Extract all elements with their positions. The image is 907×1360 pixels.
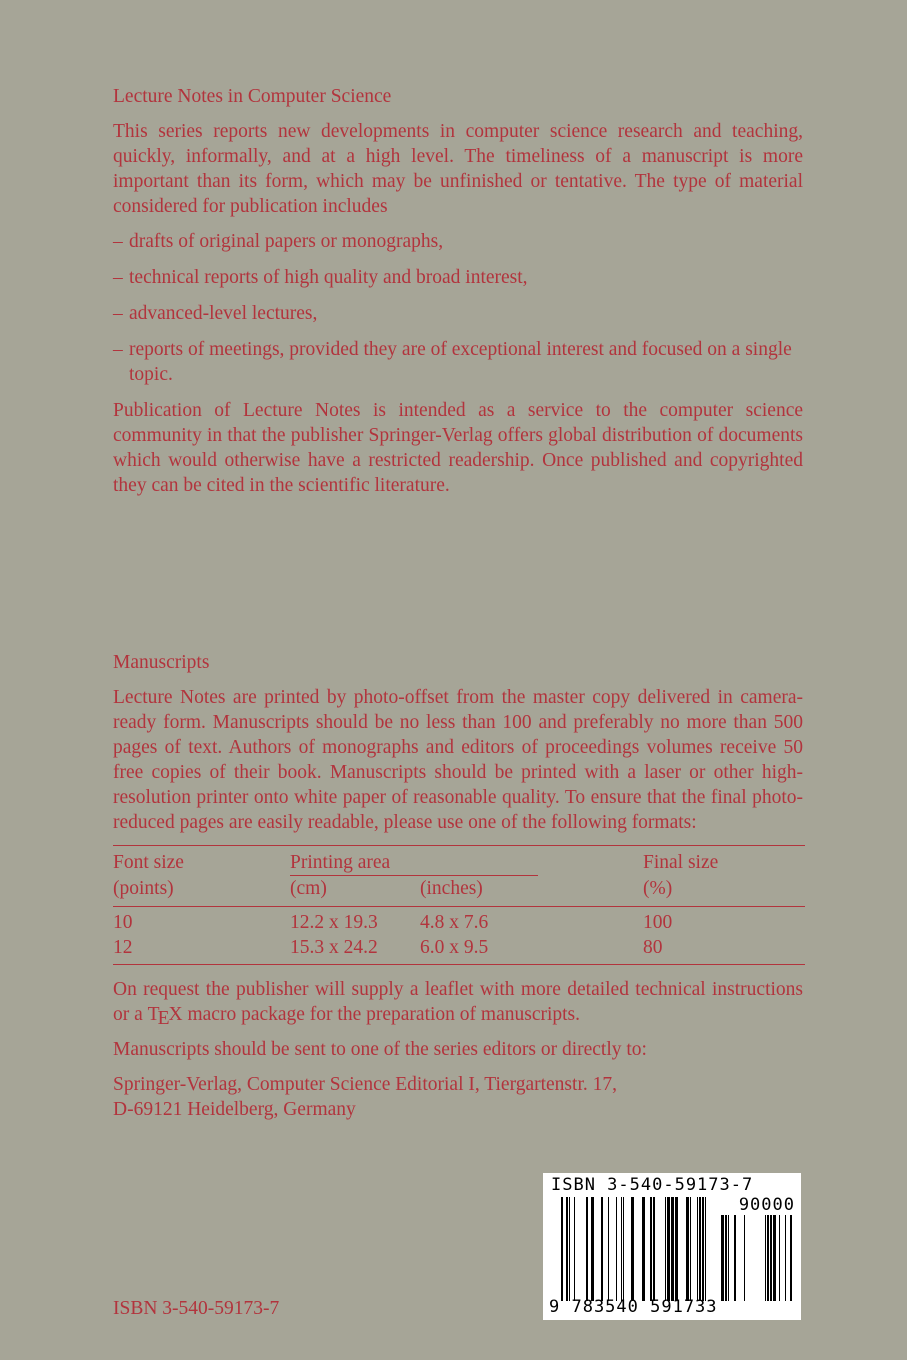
header-points: (points) <box>113 878 174 899</box>
dash-marker: – <box>113 267 123 288</box>
material-list <box>113 229 803 387</box>
barcode-bar <box>765 1215 766 1301</box>
send-paragraph: Manuscripts should be sent to one of the series editors or directly to: <box>113 1039 647 1060</box>
barcode-bar <box>631 1197 634 1301</box>
dash-marker: – <box>113 231 123 252</box>
series-title: Lecture Notes in Computer Science <box>113 86 392 107</box>
barcode-bar <box>642 1197 645 1301</box>
barcode <box>543 1173 801 1320</box>
barcode-bar <box>601 1197 603 1301</box>
address-block <box>113 1072 803 1122</box>
cell-cm: 12.2 x 19.3 <box>290 912 378 933</box>
dash-marker: – <box>113 339 123 360</box>
barcode-bar <box>686 1197 689 1301</box>
cell-inches: 6.0 x 9.5 <box>420 937 489 958</box>
list-item-text: technical reports of high quality and broad interest, <box>129 267 528 288</box>
series-section <box>113 84 803 508</box>
list-item <box>113 229 803 254</box>
barcode-bar <box>721 1215 724 1301</box>
barcode-bar <box>702 1197 704 1301</box>
barcode-bar <box>690 1197 691 1301</box>
barcode-bar <box>744 1215 745 1301</box>
list-item <box>113 337 803 387</box>
table-row <box>113 935 805 965</box>
barcode-bar <box>574 1197 575 1301</box>
barcode-bar <box>790 1215 792 1301</box>
address-line: D-69121 Heidelberg, Germany <box>113 1099 356 1120</box>
barcode-bar <box>569 1197 570 1301</box>
tex-logo <box>147 1004 183 1029</box>
barcode-bar <box>705 1197 706 1301</box>
formats-table <box>113 845 805 965</box>
barcode-bar <box>667 1197 670 1301</box>
barcode-bar <box>697 1197 698 1301</box>
header-font-size: Font size <box>113 852 184 873</box>
table-header-row <box>113 846 805 877</box>
barcode-bar <box>608 1197 609 1301</box>
header-cm: (cm) <box>290 878 327 899</box>
list-item-text: advanced-level lectures, <box>129 303 318 324</box>
tex-e: E <box>157 1008 170 1029</box>
barcode-bar <box>734 1215 736 1301</box>
leaflet-text-after: macro package for the preparation of manuscripts. <box>187 1004 581 1025</box>
cell-cm: 15.3 x 24.2 <box>290 937 378 958</box>
barcode-ean-digits: 9 783540 591733 <box>549 1297 718 1317</box>
barcode-bar <box>767 1215 769 1301</box>
barcode-bar <box>653 1197 655 1301</box>
barcode-bar <box>728 1215 729 1301</box>
barcode-bar <box>616 1197 617 1301</box>
barcode-bar <box>770 1215 772 1301</box>
publication-paragraph: Publication of Lecture Notes is intended as a service to the computer science community in that the publisher Springer-Verlag offers global distribution of documents which would otherwise have a restricted readership. Once published and copyrighted they can be cited in the scientific literature. <box>113 400 803 496</box>
barcode-bar <box>566 1197 568 1301</box>
barcode-bar <box>650 1197 652 1301</box>
table-row <box>113 907 805 936</box>
header-final-size: Final size <box>643 852 719 873</box>
barcode-isbn-label: ISBN 3-540-59173-7 <box>551 1175 754 1195</box>
list-item-text: reports of meetings, provided they are of exceptional interest and focused on a single topic. <box>129 339 792 385</box>
barcode-bar <box>675 1197 678 1301</box>
header-printing-area-label: Printing area <box>290 852 391 873</box>
barcode-bar <box>773 1215 776 1301</box>
cell-points: 10 <box>113 912 133 933</box>
barcode-addon-digits: 90000 <box>738 1195 795 1215</box>
barcode-bar <box>621 1197 622 1301</box>
address-line: Springer-Verlag, Computer Science Editorial I, Tiergartenstr. 17, <box>113 1074 617 1095</box>
cell-final: 100 <box>643 912 673 933</box>
tex-t: T <box>147 1004 160 1025</box>
barcode-bar <box>785 1215 786 1301</box>
series-intro: This series reports new developments in computer science research and teaching, quickly, informally, and at a high level. The timeliness of a manuscript is more important than its form, which may be unfinished or tentative. The type of material considered for publication includes <box>113 121 803 217</box>
header-inches: (inches) <box>420 878 483 899</box>
tex-x: X <box>168 1004 183 1025</box>
leaflet-text-before: On request the publisher will supply a leaflet with more detailed technical instructions or a <box>113 979 803 1025</box>
manuscripts-section <box>113 650 803 1122</box>
barcode-bar <box>671 1197 674 1301</box>
cell-inches: 4.8 x 7.6 <box>420 912 489 933</box>
barcode-bar <box>779 1215 780 1301</box>
barcode-bar <box>586 1197 588 1301</box>
list-item <box>113 265 803 290</box>
list-item <box>113 301 803 326</box>
header-printing-area <box>290 846 643 877</box>
barcode-bar <box>561 1197 563 1301</box>
barcode-bar <box>699 1197 701 1301</box>
manuscripts-body: Lecture Notes are printed by photo-offset from the master copy delivered in camera-ready form. Manuscripts should be no less than 100 and preferably no more than 500 pages of text. Authors of monographs and editors of proceedings volumes receive 50 free copies of their book. Manuscripts should be printed with a laser or other high-resolution printer onto white paper of reasonable quality. To ensure that the final photo-reduced pages are easily readable, please use one of the following formats: <box>113 687 803 833</box>
cell-points: 12 <box>113 937 133 958</box>
barcode-bar <box>623 1197 624 1301</box>
leaflet-paragraph <box>113 977 803 1027</box>
table-subheader-row <box>113 876 805 907</box>
footer-isbn: ISBN 3-540-59173-7 <box>113 1298 280 1319</box>
manuscripts-title: Manuscripts <box>113 652 210 673</box>
barcode-bar <box>665 1197 666 1301</box>
dash-marker: – <box>113 303 123 324</box>
barcode-bar <box>725 1215 727 1301</box>
cell-final: 80 <box>643 937 663 958</box>
barcode-bar <box>591 1197 594 1301</box>
header-percent: (%) <box>643 878 673 899</box>
list-item-text: drafts of original papers or monographs, <box>129 231 444 252</box>
